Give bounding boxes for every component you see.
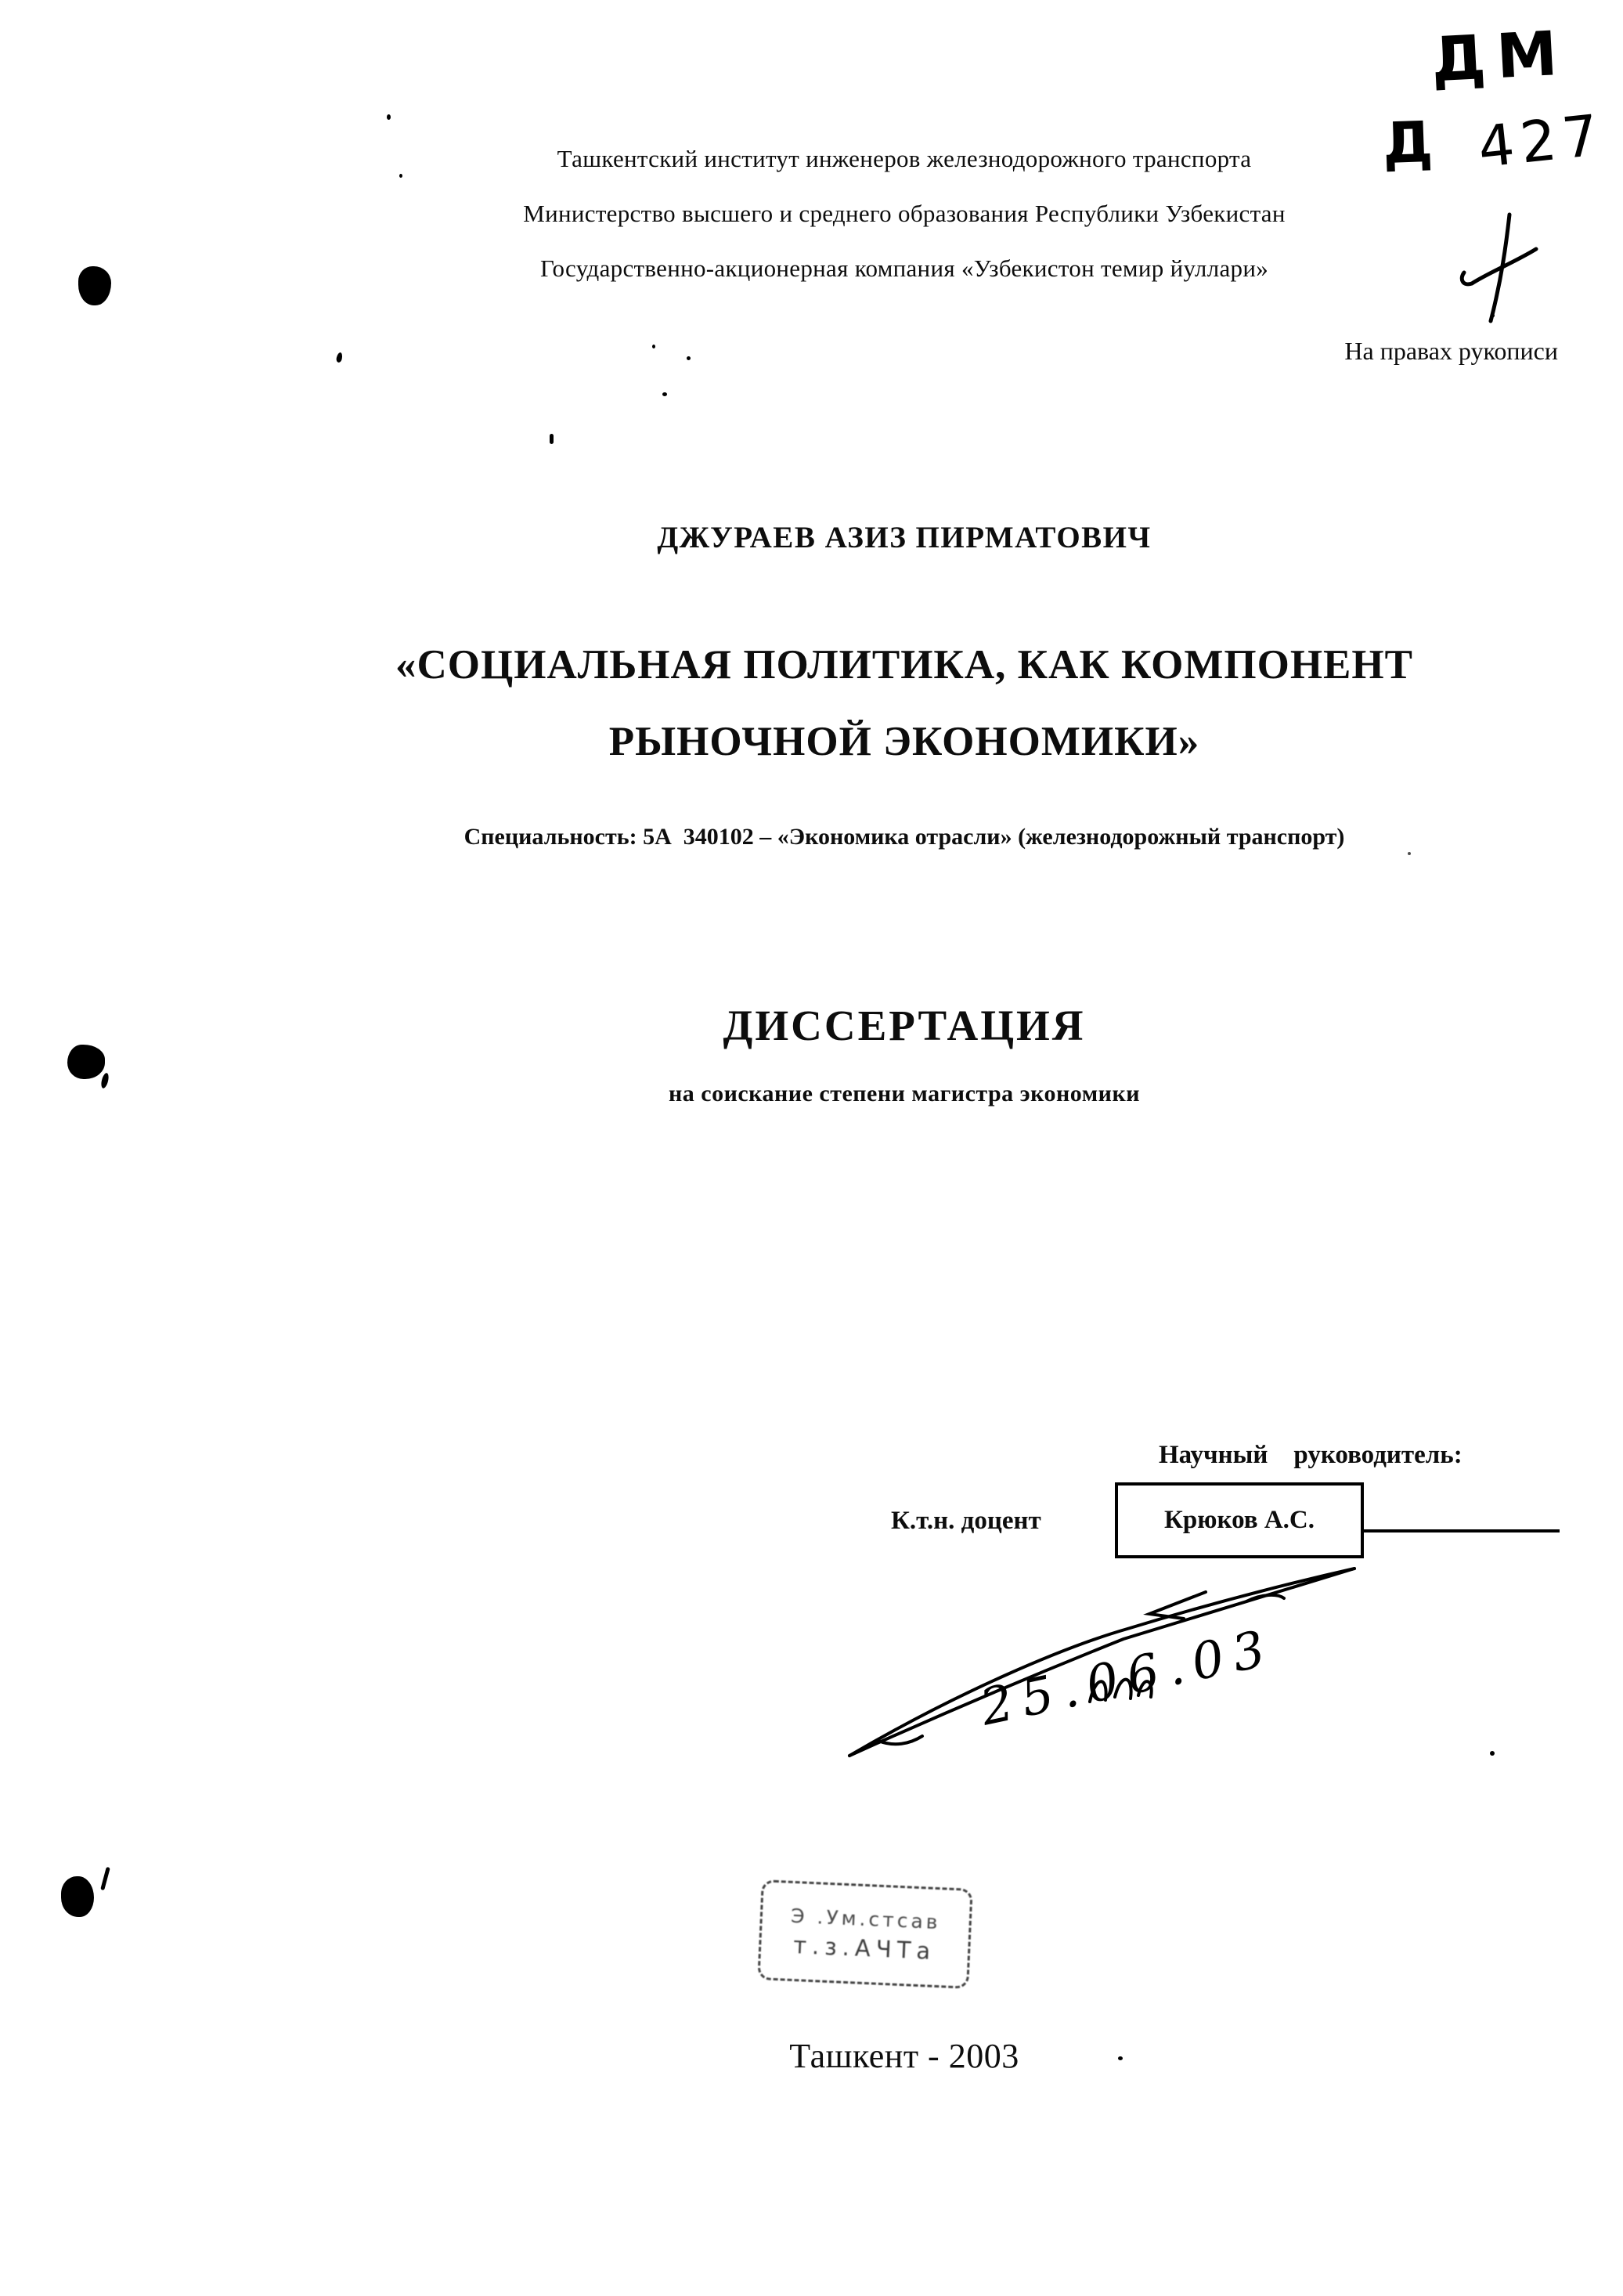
ink-speck bbox=[652, 345, 655, 348]
handwritten-catalog-number: 427 bbox=[1475, 101, 1608, 181]
stamp-text-line-2: т.з.АЧТа bbox=[792, 1931, 936, 1965]
institute-name: Ташкентский институт инженеров железнодорожного транспорта bbox=[557, 145, 1252, 172]
ink-speck bbox=[1118, 2056, 1123, 2060]
ink-blob bbox=[61, 1876, 94, 1917]
city-year: Ташкент - 2003 bbox=[789, 2037, 1019, 2075]
manuscript-rights-note: На правах рукописи bbox=[1344, 337, 1558, 365]
ministry-name: Министерство высшего и среднего образования Республики Узбекистан bbox=[523, 200, 1286, 227]
ink-speck bbox=[662, 392, 667, 396]
supervisor-rank: К.т.н. доцент bbox=[891, 1507, 1041, 1535]
supervisor-name-box bbox=[1115, 1482, 1364, 1558]
stray-comma bbox=[336, 352, 344, 363]
title-line-1: «СОЦИАЛЬНАЯ ПОЛИТИКА, КАК КОМПОНЕНТ bbox=[395, 642, 1413, 688]
document-type-heading: ДИССЕРТАЦИЯ bbox=[723, 1002, 1086, 1049]
ink-drip bbox=[100, 1072, 110, 1088]
ink-speck bbox=[1408, 852, 1411, 855]
handwritten-slash-mark bbox=[1448, 210, 1550, 327]
library-stamp bbox=[757, 1879, 972, 1989]
ink-blob bbox=[67, 1045, 105, 1079]
handwritten-catalog-letter: Д bbox=[1381, 108, 1434, 177]
handwritten-catalog-code: ДМ bbox=[1429, 18, 1571, 96]
ink-speck bbox=[1491, 314, 1495, 317]
ink-tick bbox=[100, 1867, 110, 1890]
supervisor-label: Научный руководитель: bbox=[1159, 1441, 1463, 1469]
stray-tick bbox=[550, 434, 554, 444]
handwritten-date: 25.06.03 bbox=[975, 1619, 1280, 1738]
dissertation-title bbox=[188, 626, 1621, 780]
ink-speck bbox=[1490, 1751, 1495, 1756]
author-name: ДЖУРАЕВ АЗИЗ ПИРМАТОВИЧ bbox=[657, 521, 1152, 554]
degree-subtitle: на соискание степени магистра экономики bbox=[668, 1081, 1141, 1106]
specialty-line: Специальность: 5А 340102 – «Экономика отрасли» (железнодорожный транспорт) bbox=[463, 824, 1345, 850]
company-name: Государственно-акционерная компания «Узбекистон темир йуллари» bbox=[539, 255, 1269, 282]
ink-speck bbox=[399, 174, 402, 178]
title-line-2: РЫНОЧНОЙ ЭКОНОМИКИ» bbox=[608, 719, 1200, 764]
supervisor-name: Крюков А.С. bbox=[1164, 1506, 1315, 1534]
stamp-text-line-1: Э .Ум.стсав bbox=[790, 1904, 942, 1933]
ink-speck bbox=[687, 356, 691, 360]
signature-rule bbox=[1364, 1529, 1560, 1532]
ink-blob bbox=[78, 266, 111, 305]
handwritten-signature bbox=[814, 1554, 1378, 1782]
ink-speck bbox=[387, 114, 391, 120]
